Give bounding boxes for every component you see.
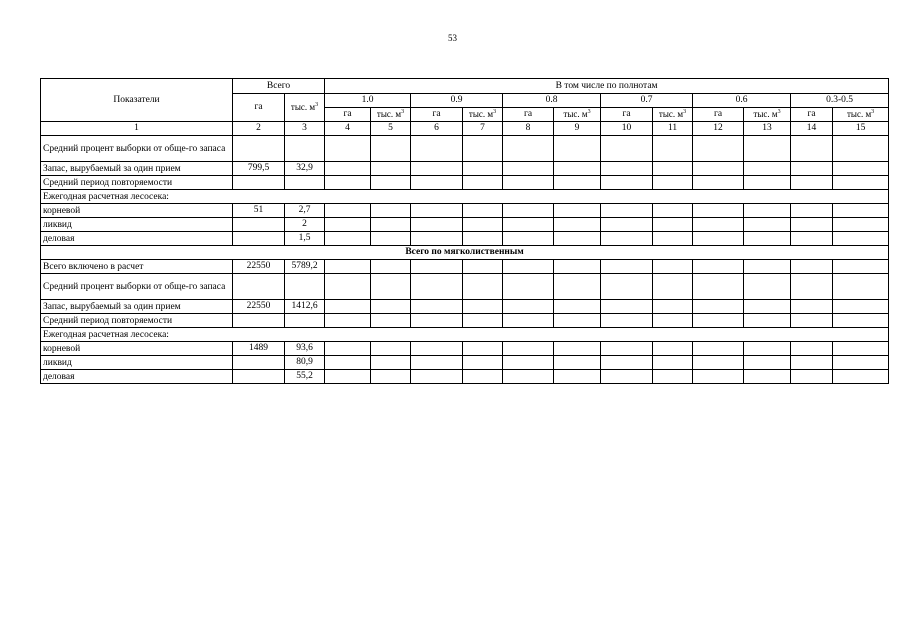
- table-row: [41, 342, 889, 356]
- cell-empty: [601, 218, 653, 232]
- row-label: деловая: [41, 232, 233, 246]
- header-total: Всего: [233, 79, 325, 94]
- cell-empty: [791, 370, 833, 384]
- cell-empty: [653, 300, 693, 314]
- header-unit-vol: тыс. $м^3$: [554, 108, 601, 122]
- column-number: 13: [744, 122, 791, 136]
- cell-total-vol: [285, 136, 325, 162]
- cell-empty: [601, 314, 653, 328]
- cell-empty: [503, 260, 554, 274]
- column-number: 5: [371, 122, 411, 136]
- cell-empty: [325, 260, 371, 274]
- cell-empty: [503, 356, 554, 370]
- cell-empty: [463, 370, 503, 384]
- cell-empty: [411, 300, 463, 314]
- header-total-vol: тыс. $м^3$: [285, 94, 325, 122]
- cell-empty: [463, 136, 503, 162]
- row-label: ликвид: [41, 356, 233, 370]
- cell-empty: [791, 176, 833, 190]
- cell-empty: [371, 204, 411, 218]
- cell-total-vol: [285, 274, 325, 300]
- cell-empty: [833, 232, 889, 246]
- cell-empty: [744, 136, 791, 162]
- cell-total-ha: 22550: [233, 260, 285, 274]
- cell-total-ha: [233, 218, 285, 232]
- cell-empty: [693, 260, 744, 274]
- cell-empty: [653, 260, 693, 274]
- page-number: 53: [448, 33, 457, 43]
- cell-empty: [601, 136, 653, 162]
- cell-empty: [791, 260, 833, 274]
- cell-empty: [744, 370, 791, 384]
- cell-empty: [744, 356, 791, 370]
- cell-empty: [791, 204, 833, 218]
- cell-empty: [503, 218, 554, 232]
- cell-empty: [463, 342, 503, 356]
- cell-empty: [833, 356, 889, 370]
- header-density: 0.3-0.5: [791, 94, 889, 108]
- header-unit-ha: га: [601, 108, 653, 122]
- cell-empty: [411, 356, 463, 370]
- header-unit-ha: га: [791, 108, 833, 122]
- cell-empty: [744, 342, 791, 356]
- table-row: [41, 300, 889, 314]
- cell-empty: [554, 204, 601, 218]
- column-number: 6: [411, 122, 463, 136]
- cell-empty: [601, 370, 653, 384]
- header-density: 0.8: [503, 94, 601, 108]
- cell-empty: [693, 370, 744, 384]
- row-label: корневой: [41, 342, 233, 356]
- column-number: 2: [233, 122, 285, 136]
- cell-empty: [371, 300, 411, 314]
- column-number: 9: [554, 122, 601, 136]
- cell-empty: [463, 300, 503, 314]
- cell-empty: [693, 274, 744, 300]
- cell-empty: [371, 274, 411, 300]
- cell-empty: [325, 300, 371, 314]
- cell-total-ha: 22550: [233, 300, 285, 314]
- cell-empty: [791, 232, 833, 246]
- table-row: [41, 232, 889, 246]
- cell-empty: [411, 260, 463, 274]
- cell-total-ha: 1489: [233, 342, 285, 356]
- cell-total-vol: [285, 176, 325, 190]
- cell-empty: [653, 274, 693, 300]
- cell-empty: [744, 232, 791, 246]
- cell-empty: [833, 314, 889, 328]
- cell-empty: [503, 342, 554, 356]
- cell-empty: [554, 218, 601, 232]
- cell-empty: [601, 176, 653, 190]
- cell-total-vol: 5789,2: [285, 260, 325, 274]
- table-row: [41, 274, 889, 300]
- row-label: корневой: [41, 204, 233, 218]
- cell-empty: [371, 162, 411, 176]
- row-label: Ежегодная расчетная лесосека:: [41, 328, 889, 342]
- cell-empty: [653, 176, 693, 190]
- cell-empty: [503, 162, 554, 176]
- header-unit-vol: тыс. $м^3$: [371, 108, 411, 122]
- column-number: 14: [791, 122, 833, 136]
- table-row: [41, 370, 889, 384]
- table-row: [41, 328, 889, 342]
- cell-empty: [325, 204, 371, 218]
- cell-empty: [833, 342, 889, 356]
- cell-empty: [554, 176, 601, 190]
- header-total-ha: га: [233, 94, 285, 122]
- cell-empty: [693, 136, 744, 162]
- cell-empty: [554, 232, 601, 246]
- cell-empty: [411, 370, 463, 384]
- cell-empty: [601, 260, 653, 274]
- cell-empty: [463, 274, 503, 300]
- cell-empty: [411, 176, 463, 190]
- cell-empty: [411, 342, 463, 356]
- column-number: 12: [693, 122, 744, 136]
- cell-empty: [693, 342, 744, 356]
- cell-empty: [325, 136, 371, 162]
- row-label: Запас, вырубаемый за один прием: [41, 300, 233, 314]
- cell-empty: [601, 162, 653, 176]
- cell-empty: [463, 232, 503, 246]
- cell-empty: [744, 274, 791, 300]
- cell-empty: [325, 162, 371, 176]
- header-density: 1.0: [325, 94, 411, 108]
- header-unit-vol: тыс. $м^3$: [744, 108, 791, 122]
- cell-empty: [791, 162, 833, 176]
- column-number: 1: [41, 122, 233, 136]
- row-label: ликвид: [41, 218, 233, 232]
- column-number: 7: [463, 122, 503, 136]
- cell-empty: [744, 300, 791, 314]
- cell-total-ha: [233, 356, 285, 370]
- cell-empty: [791, 314, 833, 328]
- cell-empty: [325, 370, 371, 384]
- cell-total-ha: [233, 176, 285, 190]
- cell-total-vol: 2,7: [285, 204, 325, 218]
- cell-total-vol: 1412,6: [285, 300, 325, 314]
- cell-empty: [601, 342, 653, 356]
- table-row: [41, 190, 889, 204]
- row-label: Средний период повторяемости: [41, 176, 233, 190]
- cell-total-vol: 1,5: [285, 232, 325, 246]
- cell-empty: [503, 204, 554, 218]
- cell-total-ha: 51: [233, 204, 285, 218]
- cell-empty: [371, 136, 411, 162]
- cell-empty: [554, 274, 601, 300]
- cell-empty: [653, 314, 693, 328]
- cell-empty: [693, 204, 744, 218]
- cell-empty: [411, 162, 463, 176]
- cell-empty: [554, 370, 601, 384]
- header-indicators: Показатели: [41, 79, 233, 122]
- cell-empty: [653, 370, 693, 384]
- cell-total-ha: 799,5: [233, 162, 285, 176]
- cell-empty: [601, 204, 653, 218]
- cell-empty: [744, 204, 791, 218]
- cell-empty: [463, 162, 503, 176]
- cell-empty: [411, 314, 463, 328]
- column-number: 15: [833, 122, 889, 136]
- header-unit-ha: га: [325, 108, 371, 122]
- cell-empty: [653, 204, 693, 218]
- cell-empty: [554, 162, 601, 176]
- cell-empty: [791, 342, 833, 356]
- cell-empty: [791, 300, 833, 314]
- row-label: деловая: [41, 370, 233, 384]
- cell-empty: [371, 314, 411, 328]
- cell-empty: [601, 274, 653, 300]
- row-label: Средний процент выборки от обще-го запаса: [41, 136, 233, 162]
- header-unit-ha: га: [411, 108, 463, 122]
- cell-empty: [371, 218, 411, 232]
- header-unit-vol: тыс. $м^3$: [653, 108, 693, 122]
- header-density: 0.9: [411, 94, 503, 108]
- table-row: [41, 356, 889, 370]
- cell-empty: [463, 314, 503, 328]
- cell-empty: [411, 204, 463, 218]
- cell-empty: [503, 370, 554, 384]
- cell-empty: [325, 232, 371, 246]
- cell-empty: [411, 232, 463, 246]
- cell-empty: [371, 176, 411, 190]
- cell-empty: [833, 260, 889, 274]
- cell-empty: [463, 176, 503, 190]
- cell-empty: [463, 260, 503, 274]
- cell-empty: [503, 232, 554, 246]
- cell-total-vol: [285, 314, 325, 328]
- cell-empty: [554, 300, 601, 314]
- cell-empty: [411, 136, 463, 162]
- header-density: 0.7: [601, 94, 693, 108]
- header-density-group: В том числе по полнотам: [325, 79, 889, 94]
- cell-empty: [653, 356, 693, 370]
- cell-empty: [325, 356, 371, 370]
- table-row: [41, 204, 889, 218]
- cell-total-vol: 32,9: [285, 162, 325, 176]
- header-unit-ha: га: [503, 108, 554, 122]
- cell-total-ha: [233, 274, 285, 300]
- cell-empty: [744, 260, 791, 274]
- table-row: [41, 176, 889, 190]
- cell-empty: [744, 162, 791, 176]
- cell-empty: [503, 176, 554, 190]
- cell-empty: [503, 314, 554, 328]
- column-number: 3: [285, 122, 325, 136]
- row-label: Запас, вырубаемый за один прием: [41, 162, 233, 176]
- cell-empty: [503, 300, 554, 314]
- table-row: [41, 314, 889, 328]
- cell-empty: [833, 274, 889, 300]
- cell-empty: [371, 356, 411, 370]
- header-unit-ha: га: [693, 108, 744, 122]
- cell-empty: [791, 356, 833, 370]
- cell-empty: [411, 274, 463, 300]
- cell-empty: [693, 232, 744, 246]
- cell-empty: [601, 300, 653, 314]
- cell-empty: [833, 218, 889, 232]
- cell-total-ha: [233, 136, 285, 162]
- cell-empty: [601, 356, 653, 370]
- cell-empty: [833, 300, 889, 314]
- cell-empty: [371, 232, 411, 246]
- cell-empty: [325, 218, 371, 232]
- cell-empty: [554, 314, 601, 328]
- table-row: [41, 162, 889, 176]
- cell-empty: [693, 162, 744, 176]
- cell-empty: [693, 218, 744, 232]
- cell-empty: [653, 342, 693, 356]
- cell-empty: [791, 274, 833, 300]
- cell-total-ha: [233, 232, 285, 246]
- cell-empty: [325, 314, 371, 328]
- cell-total-vol: 2: [285, 218, 325, 232]
- header-unit-vol: тыс. $м^3$: [833, 108, 889, 122]
- cell-empty: [833, 370, 889, 384]
- cell-empty: [325, 176, 371, 190]
- cell-empty: [503, 136, 554, 162]
- cell-empty: [693, 176, 744, 190]
- cell-total-vol: 80,9: [285, 356, 325, 370]
- cell-empty: [693, 356, 744, 370]
- cell-empty: [744, 218, 791, 232]
- cell-total-ha: [233, 314, 285, 328]
- row-label: Средний период повторяемости: [41, 314, 233, 328]
- cell-empty: [463, 356, 503, 370]
- cell-empty: [791, 136, 833, 162]
- table-row: [41, 260, 889, 274]
- cell-empty: [833, 162, 889, 176]
- table-row: [41, 218, 889, 232]
- cell-empty: [833, 136, 889, 162]
- row-label: Средний процент выборки от обще-го запаса: [41, 274, 233, 300]
- cell-empty: [411, 218, 463, 232]
- cell-empty: [503, 274, 554, 300]
- cell-empty: [653, 232, 693, 246]
- cell-empty: [371, 370, 411, 384]
- cell-empty: [653, 162, 693, 176]
- cell-empty: [371, 342, 411, 356]
- cell-empty: [554, 260, 601, 274]
- column-number: 11: [653, 122, 693, 136]
- cell-empty: [371, 260, 411, 274]
- cell-empty: [653, 136, 693, 162]
- row-label: Всего включено в расчет: [41, 260, 233, 274]
- cell-empty: [463, 218, 503, 232]
- cell-empty: [554, 356, 601, 370]
- table-row: [41, 136, 889, 162]
- header-unit-vol: тыс. $м^3$: [463, 108, 503, 122]
- header-density: 0.6: [693, 94, 791, 108]
- row-label: Ежегодная расчетная лесосека:: [41, 190, 889, 204]
- forest-allowance-table: [40, 78, 889, 384]
- cell-empty: [325, 274, 371, 300]
- cell-total-ha: [233, 370, 285, 384]
- cell-empty: [833, 204, 889, 218]
- cell-empty: [693, 300, 744, 314]
- cell-empty: [653, 218, 693, 232]
- column-number: 8: [503, 122, 554, 136]
- cell-empty: [791, 218, 833, 232]
- section-row: [41, 246, 889, 260]
- column-number: 10: [601, 122, 653, 136]
- section-title: Всего по мягколиственным: [41, 246, 889, 260]
- column-number: 4: [325, 122, 371, 136]
- cell-total-vol: 93,6: [285, 342, 325, 356]
- cell-empty: [693, 314, 744, 328]
- cell-empty: [325, 342, 371, 356]
- cell-empty: [833, 176, 889, 190]
- cell-empty: [601, 232, 653, 246]
- cell-empty: [554, 136, 601, 162]
- cell-total-vol: 55,2: [285, 370, 325, 384]
- cell-empty: [554, 342, 601, 356]
- cell-empty: [463, 204, 503, 218]
- cell-empty: [744, 314, 791, 328]
- cell-empty: [744, 176, 791, 190]
